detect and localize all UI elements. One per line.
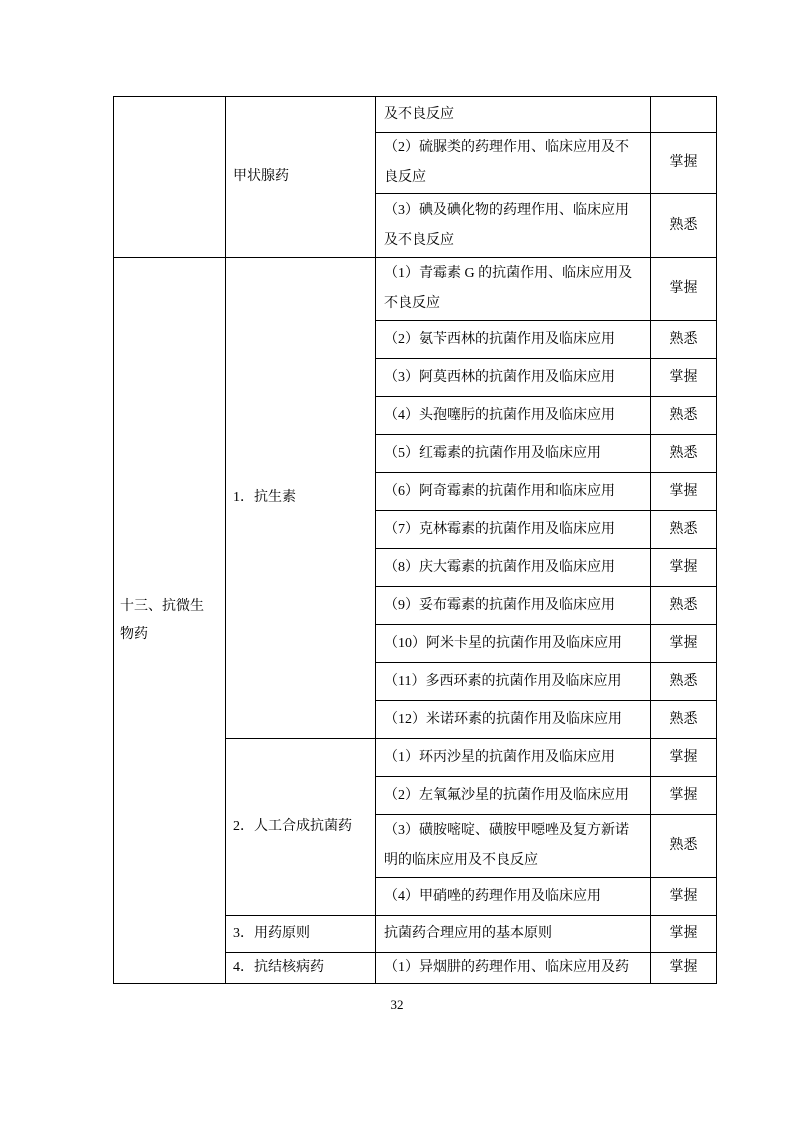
content-cell: [376, 511, 651, 549]
content-text: （4）头孢噻肟的抗菌作用及临床应用: [384, 407, 615, 423]
category-cell: [114, 258, 226, 984]
level-text: 熟悉: [669, 673, 698, 689]
content-text: （2）硫脲类的药理作用、临床应用及不良反应: [384, 140, 629, 185]
content-cell: [376, 625, 651, 663]
content-text: （4）甲硝唑的药理作用及临床应用: [384, 888, 601, 904]
subcategory-text: 3．用药原则: [233, 926, 310, 941]
subcategory-text: 甲状腺药: [233, 169, 289, 184]
category-cell: [114, 97, 226, 258]
content-cell: [376, 739, 651, 777]
content-text: （2）左氧氟沙星的抗菌作用及临床应用: [384, 787, 629, 803]
level-cell: [651, 397, 717, 435]
level-text: 掌握: [669, 483, 698, 499]
level-text: 熟悉: [669, 597, 698, 613]
subcategory-cell: [226, 916, 376, 953]
level-cell: [651, 511, 717, 549]
level-cell: [651, 194, 717, 258]
level-cell: [651, 97, 717, 133]
level-cell: [651, 435, 717, 473]
content-text: （11）多西环素的抗菌作用及临床应用: [384, 673, 622, 689]
level-cell: [651, 878, 717, 916]
content-text: （12）米诺环素的抗菌作用及临床应用: [384, 711, 622, 727]
level-text: 掌握: [669, 787, 698, 803]
content-cell: [376, 587, 651, 625]
content-cell: [376, 916, 651, 953]
content-text: （3）磺胺嘧啶、磺胺甲噁唑及复方新诺明的临床应用及不良反应: [384, 823, 629, 868]
content-text: （3）碘及碘化物的药理作用、临床应用及不良反应: [384, 202, 629, 248]
level-text: 掌握: [669, 635, 698, 651]
subcategory-cell: [226, 258, 376, 739]
content-cell: [376, 549, 651, 587]
level-text: 掌握: [669, 369, 698, 385]
content-text: （2）氨苄西林的抗菌作用及临床应用: [384, 331, 615, 347]
content-cell: [376, 194, 651, 258]
level-cell: [651, 777, 717, 815]
level-cell: [651, 701, 717, 739]
content-text: （6）阿奇霉素的抗菌作用和临床应用: [384, 483, 615, 499]
content-text: （3）阿莫西林的抗菌作用及临床应用: [384, 369, 615, 385]
subcategory-text: 1．抗生素: [233, 490, 296, 505]
page-number: 32: [390, 997, 404, 1012]
subcategory-text: 4．抗结核病药: [233, 960, 324, 975]
level-text: 熟悉: [669, 711, 698, 727]
content-text: （10）阿米卡星的抗菌作用及临床应用: [384, 635, 622, 651]
level-cell: [651, 953, 717, 984]
level-text: 熟悉: [669, 331, 698, 347]
level-text: 熟悉: [669, 838, 698, 853]
level-cell: [651, 815, 717, 878]
content-cell: [376, 953, 651, 984]
category-text: 十三、抗微生物药: [120, 598, 204, 642]
level-text: 掌握: [669, 155, 698, 170]
content-text: （7）克林霉素的抗菌作用及临床应用: [384, 521, 615, 537]
level-cell: [651, 133, 717, 194]
level-text: 掌握: [669, 559, 698, 575]
content-cell: [376, 878, 651, 916]
content-cell: [376, 701, 651, 739]
requirements-table: [113, 96, 717, 984]
content-cell: [376, 815, 651, 878]
requirements-table-body: [114, 97, 717, 984]
content-cell: [376, 258, 651, 321]
content-cell: [376, 321, 651, 359]
content-text: （9）妥布霉素的抗菌作用及临床应用: [384, 597, 615, 613]
content-cell: [376, 435, 651, 473]
level-cell: [651, 473, 717, 511]
table-row: [114, 97, 717, 133]
level-cell: [651, 549, 717, 587]
content-text: 及不良反应: [384, 106, 454, 122]
level-text: 熟悉: [669, 407, 698, 423]
level-cell: [651, 258, 717, 321]
subcategory-text: 2．人工合成抗菌药: [233, 819, 352, 834]
level-text: 掌握: [669, 749, 698, 765]
content-cell: [376, 473, 651, 511]
level-cell: [651, 321, 717, 359]
level-text: 掌握: [669, 281, 698, 296]
content-text: （8）庆大霉素的抗菌作用及临床应用: [384, 559, 615, 575]
level-text: 掌握: [669, 888, 698, 904]
level-cell: [651, 359, 717, 397]
level-text: 掌握: [669, 926, 698, 941]
content-cell: [376, 777, 651, 815]
level-cell: [651, 739, 717, 777]
table-row: [114, 258, 717, 321]
content-text: 抗菌药合理应用的基本原则: [384, 926, 552, 941]
content-text: （1）环丙沙星的抗菌作用及临床应用: [384, 749, 615, 765]
level-text: 掌握: [669, 960, 698, 975]
subcategory-cell: [226, 739, 376, 916]
level-text: 熟悉: [669, 445, 698, 461]
level-text: 熟悉: [669, 521, 698, 537]
content-text: （1）异烟肼的药理作用、临床应用及药: [384, 960, 629, 975]
level-text: 熟悉: [669, 217, 698, 233]
content-text: （1）青霉素 G 的抗菌作用、临床应用及不良反应: [384, 266, 633, 311]
content-cell: [376, 97, 651, 133]
level-cell: [651, 625, 717, 663]
subcategory-cell: [226, 953, 376, 984]
content-cell: [376, 133, 651, 194]
content-cell: [376, 397, 651, 435]
content-text: （5）红霉素的抗菌作用及临床应用: [384, 445, 601, 461]
level-cell: [651, 587, 717, 625]
content-cell: [376, 359, 651, 397]
content-cell: [376, 663, 651, 701]
level-cell: [651, 916, 717, 953]
subcategory-cell: [226, 97, 376, 258]
level-cell: [651, 663, 717, 701]
